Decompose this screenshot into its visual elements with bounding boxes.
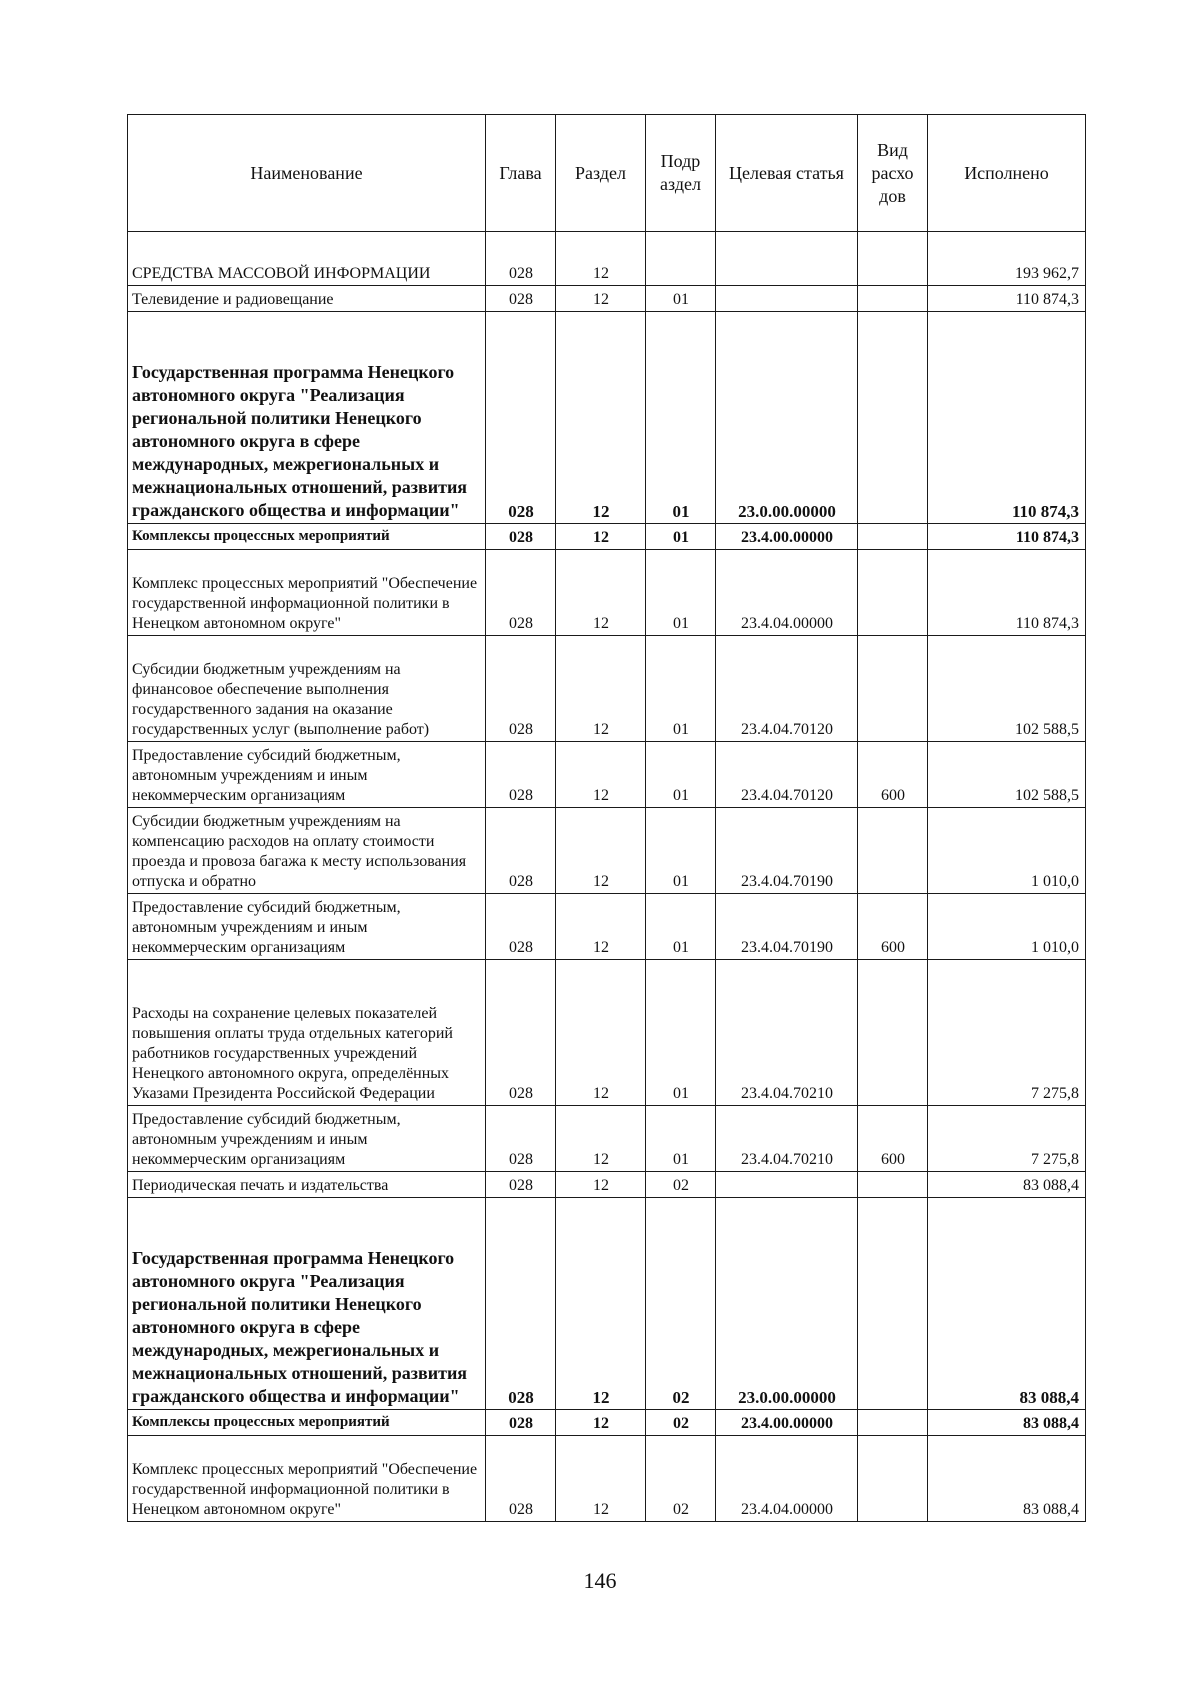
row-glava: 028 <box>486 742 556 808</box>
budget-table <box>127 114 1086 1522</box>
row-amount: 1 010,0 <box>928 894 1086 960</box>
row-podrazdel: 01 <box>646 894 716 960</box>
row-razdel: 12 <box>556 1198 646 1410</box>
row-name: Комплекс процессных мероприятий "Обеспечение государственной информационной политики в Ненецком автономном округе" <box>128 1436 486 1522</box>
header-razdel: Раздел <box>556 115 646 232</box>
row-tselevaya: 23.0.00.00000 <box>716 1198 858 1410</box>
row-podrazdel: 01 <box>646 286 716 312</box>
row-tselevaya: 23.4.04.70210 <box>716 1106 858 1172</box>
row-name: Телевидение и радиовещание <box>128 286 486 312</box>
row-amount: 110 874,3 <box>928 286 1086 312</box>
row-glava: 028 <box>486 1410 556 1436</box>
row-glava: 028 <box>486 808 556 894</box>
row-vid <box>858 524 928 550</box>
row-tselevaya: 23.4.04.00000 <box>716 1436 858 1522</box>
row-razdel: 12 <box>556 524 646 550</box>
table-row <box>128 550 1086 636</box>
row-amount: 1 010,0 <box>928 808 1086 894</box>
row-razdel: 12 <box>556 808 646 894</box>
row-tselevaya: 23.4.04.70210 <box>716 960 858 1106</box>
row-razdel: 12 <box>556 1172 646 1198</box>
row-name: Периодическая печать и издательства <box>128 1172 486 1198</box>
header-vid: Вид расхо дов <box>858 115 928 232</box>
row-glava: 028 <box>486 524 556 550</box>
table-row <box>128 1436 1086 1522</box>
row-amount: 102 588,5 <box>928 636 1086 742</box>
header-podrazdel: Подр аздел <box>646 115 716 232</box>
header-ispolneno: Исполнено <box>928 115 1086 232</box>
row-vid <box>858 232 928 286</box>
row-name: Субсидии бюджетным учреждениям на компенсацию расходов на оплату стоимости проезда и провоза багажа к месту использования отпуска и обратно <box>128 808 486 894</box>
row-vid <box>858 1172 928 1198</box>
row-podrazdel: 01 <box>646 312 716 524</box>
row-tselevaya: 23.4.04.70120 <box>716 636 858 742</box>
row-razdel: 12 <box>556 286 646 312</box>
row-podrazdel: 02 <box>646 1410 716 1436</box>
row-tselevaya: 23.4.04.70120 <box>716 742 858 808</box>
row-podrazdel: 01 <box>646 742 716 808</box>
row-name: Предоставление субсидий бюджетным, автономным учреждениям и иным некоммерческим организациям <box>128 742 486 808</box>
row-glava: 028 <box>486 1436 556 1522</box>
header-name: Наименование <box>128 115 486 232</box>
row-razdel: 12 <box>556 1436 646 1522</box>
table-row <box>128 808 1086 894</box>
row-vid <box>858 808 928 894</box>
row-vid <box>858 1436 928 1522</box>
row-glava: 028 <box>486 232 556 286</box>
row-tselevaya: 23.0.00.00000 <box>716 312 858 524</box>
row-amount: 83 088,4 <box>928 1410 1086 1436</box>
row-name: Государственная программа Ненецкого автономного округа "Реализация региональной политики Ненецкого автономного округа в сфере международных, межрегиональных и межнациональных отношений, развития гражданского общества и информации" <box>128 1198 486 1410</box>
table-row <box>128 1410 1086 1436</box>
row-amount: 110 874,3 <box>928 312 1086 524</box>
row-tselevaya: 23.4.00.00000 <box>716 1410 858 1436</box>
table-row <box>128 1172 1086 1198</box>
row-tselevaya: 23.4.04.70190 <box>716 808 858 894</box>
row-glava: 028 <box>486 894 556 960</box>
row-podrazdel: 01 <box>646 960 716 1106</box>
row-razdel: 12 <box>556 636 646 742</box>
header-tselevaya: Целевая статья <box>716 115 858 232</box>
row-razdel: 12 <box>556 960 646 1106</box>
row-podrazdel: 01 <box>646 808 716 894</box>
row-razdel: 12 <box>556 550 646 636</box>
row-glava: 028 <box>486 960 556 1106</box>
row-podrazdel <box>646 232 716 286</box>
table-row <box>128 312 1086 524</box>
row-tselevaya: 23.4.04.70190 <box>716 894 858 960</box>
row-razdel: 12 <box>556 742 646 808</box>
row-glava: 028 <box>486 1198 556 1410</box>
row-glava: 028 <box>486 636 556 742</box>
row-vid: 600 <box>858 894 928 960</box>
row-razdel: 12 <box>556 312 646 524</box>
row-razdel: 12 <box>556 1106 646 1172</box>
row-name: Предоставление субсидий бюджетным, автономным учреждениям и иным некоммерческим организациям <box>128 1106 486 1172</box>
row-name: Комплексы процессных мероприятий <box>128 524 486 550</box>
row-vid <box>858 286 928 312</box>
page-number: 146 <box>583 1568 617 1593</box>
row-name: Расходы на сохранение целевых показателей повышения оплаты труда отдельных категорий работников государственных учреждений Ненецкого автономного округа, определённых Указами Президента Российской Федерации <box>128 960 486 1106</box>
row-vid <box>858 550 928 636</box>
row-amount: 83 088,4 <box>928 1436 1086 1522</box>
row-amount: 7 275,8 <box>928 960 1086 1106</box>
row-glava: 028 <box>486 1172 556 1198</box>
table-row <box>128 524 1086 550</box>
table-header-row <box>128 115 1086 232</box>
row-vid <box>858 960 928 1106</box>
row-amount: 83 088,4 <box>928 1198 1086 1410</box>
row-amount: 110 874,3 <box>928 524 1086 550</box>
header-glava: Глава <box>486 115 556 232</box>
row-vid <box>858 1198 928 1410</box>
row-vid: 600 <box>858 742 928 808</box>
table-row <box>128 960 1086 1106</box>
row-tselevaya: 23.4.00.00000 <box>716 524 858 550</box>
row-vid <box>858 1410 928 1436</box>
row-amount: 110 874,3 <box>928 550 1086 636</box>
row-name: Государственная программа Ненецкого автономного округа "Реализация региональной политики Ненецкого автономного округа в сфере международных, межрегиональных и межнациональных отношений, развития гражданского общества и информации" <box>128 312 486 524</box>
row-razdel: 12 <box>556 232 646 286</box>
row-glava: 028 <box>486 312 556 524</box>
table-row <box>128 636 1086 742</box>
row-name: Комплексы процессных мероприятий <box>128 1410 486 1436</box>
row-amount: 83 088,4 <box>928 1172 1086 1198</box>
table-row <box>128 894 1086 960</box>
row-podrazdel: 02 <box>646 1198 716 1410</box>
row-vid: 600 <box>858 1106 928 1172</box>
row-tselevaya <box>716 232 858 286</box>
row-tselevaya <box>716 286 858 312</box>
row-podrazdel: 01 <box>646 550 716 636</box>
row-name: СРЕДСТВА МАССОВОЙ ИНФОРМАЦИИ <box>128 232 486 286</box>
row-glava: 028 <box>486 286 556 312</box>
row-vid <box>858 636 928 742</box>
row-name: Комплекс процессных мероприятий "Обеспечение государственной информационной политики в Ненецком автономном округе" <box>128 550 486 636</box>
row-podrazdel: 02 <box>646 1436 716 1522</box>
table-row <box>128 232 1086 286</box>
row-tselevaya: 23.4.04.00000 <box>716 550 858 636</box>
row-glava: 028 <box>486 1106 556 1172</box>
row-amount: 7 275,8 <box>928 1106 1086 1172</box>
table-row <box>128 742 1086 808</box>
row-podrazdel: 02 <box>646 1172 716 1198</box>
row-tselevaya <box>716 1172 858 1198</box>
row-razdel: 12 <box>556 1410 646 1436</box>
table-row <box>128 1198 1086 1410</box>
row-name: Предоставление субсидий бюджетным, автономным учреждениям и иным некоммерческим организациям <box>128 894 486 960</box>
row-razdel: 12 <box>556 894 646 960</box>
row-podrazdel: 01 <box>646 636 716 742</box>
table-row <box>128 1106 1086 1172</box>
row-amount: 193 962,7 <box>928 232 1086 286</box>
row-glava: 028 <box>486 550 556 636</box>
table-row <box>128 286 1086 312</box>
row-amount: 102 588,5 <box>928 742 1086 808</box>
row-podrazdel: 01 <box>646 524 716 550</box>
row-name: Субсидии бюджетным учреждениям на финансовое обеспечение выполнения государственного задания на оказание государственных услуг (выполнение работ) <box>128 636 486 742</box>
row-podrazdel: 01 <box>646 1106 716 1172</box>
row-vid <box>858 312 928 524</box>
